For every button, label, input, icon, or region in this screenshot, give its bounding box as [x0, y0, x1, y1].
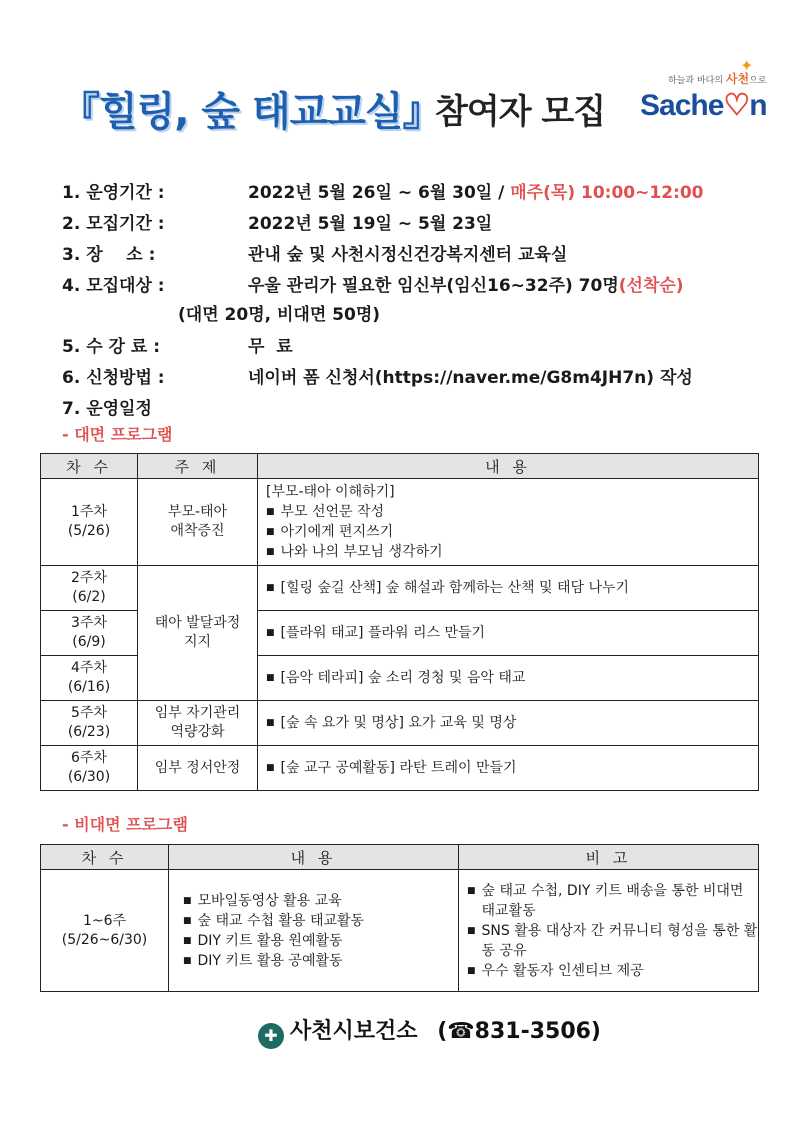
list-item: ■ 모바일동영상 활용 교육	[183, 892, 342, 909]
table-header-row	[41, 845, 759, 870]
health-center-icon: ✚	[258, 1023, 284, 1049]
session-cell: 4주차 (6/16)	[41, 656, 138, 701]
list-item: ■ 우수 활동자 인센티브 제공	[467, 962, 644, 979]
list-item: ■ DIY 키트 활용 원예활동	[183, 932, 343, 949]
footer-contact	[258, 1014, 601, 1049]
table-row	[41, 870, 759, 992]
logo-wordmark: Sache♡n	[640, 89, 767, 122]
list-item: ■ 아기에게 편지쓰기	[266, 524, 394, 540]
list-item: ■ 숲 태교 수첩, DIY 키트 배송을 통한 비대면 태교활동	[467, 882, 744, 919]
session-cell: 1주차 (5/26)	[41, 479, 138, 566]
content-cell: ■ [힐링 숲길 산책] 숲 해설과 함께하는 산책 및 태담 나누기	[258, 566, 759, 611]
page-title: 『힐링, 숲 태교교실』	[60, 89, 442, 135]
list-item: ■ DIY 키트 활용 공예활동	[183, 952, 343, 969]
offline-program-table	[40, 453, 759, 791]
info-target: 4. 모집대상 : 우울 관리가 필요한 임신부(임신16~32주) 70명(선착순)	[62, 276, 684, 296]
col-header-content: 내 용	[169, 845, 459, 870]
topic-cell: 태아 발달과정 지지	[138, 566, 258, 701]
topic-cell: 임부 정서안정	[138, 746, 258, 791]
page-subtitle: 참여자 모집	[435, 92, 606, 132]
session-cell: 5주차 (6/23)	[41, 701, 138, 746]
info-apply: 6. 신청방법 : 네이버 폼 신청서(https://naver.me/G8m4JH7n) 작성	[62, 368, 693, 388]
content-cell: ■ [플라워 태교] 플라워 리스 만들기	[258, 611, 759, 656]
info-target-detail: (대면 20명, 비대면 50명)	[178, 305, 381, 325]
info-fee: 5. 수 강 료 : 무 료	[62, 337, 293, 357]
table-header-row	[41, 454, 759, 479]
table-row	[41, 479, 759, 566]
content-cell: ■ [숲 교구 공예활동] 라탄 트레이 만들기	[258, 746, 759, 791]
session-cell: 6주차 (6/30)	[41, 746, 138, 791]
content-cell: [부모-태아 이해하기] ■ 부모 선언문 작성 ■ 아기에게 편지쓰기 ■ 나와 나의 부모님 생각하기	[258, 479, 759, 566]
offline-section-title: - 대면 프로그램	[62, 425, 173, 444]
info-place: 3. 장 소 : 관내 숲 및 사천시정신건강복지센터 교육실	[62, 245, 568, 265]
info-schedule: 7. 운영일정	[62, 399, 152, 419]
content-cell: ■ [숲 속 요가 및 명상] 요가 교육 및 명상	[258, 701, 759, 746]
topic-cell: 부모-태아 애착증진	[138, 479, 258, 566]
list-item: ■ SNS 활용 대상자 간 커뮤니티 형성을 통한 활동 공유	[467, 922, 758, 959]
info-period: 1. 운영기간 : 2022년 5월 26일 ~ 6월 30일 / 매주(목) 10:00~12:00	[62, 183, 704, 203]
page-title-block	[60, 70, 640, 142]
table-row	[41, 701, 759, 746]
info-recruit: 2. 모집기간 : 2022년 5월 19일 ~ 5월 23일	[62, 214, 493, 234]
list-item: ■ 나와 나의 부모님 생각하기	[266, 544, 443, 560]
list-item: ■ 부모 선언문 작성	[266, 504, 385, 520]
table-row	[41, 566, 759, 611]
table-row	[41, 746, 759, 791]
content-cell: ■ [음악 테라피] 숲 소리 경청 및 음악 태교	[258, 656, 759, 701]
note-cell	[459, 870, 759, 992]
session-cell: 1~6주 (5/26~6/30)	[41, 870, 169, 992]
online-program-table	[40, 844, 759, 992]
session-cell: 2주차 (6/2)	[41, 566, 138, 611]
online-section-title: - 비대면 프로그램	[62, 815, 188, 834]
col-header-note: 비 고	[459, 845, 759, 870]
session-cell: 3주차 (6/9)	[41, 611, 138, 656]
topic-cell: 임부 자기관리 역량강화	[138, 701, 258, 746]
col-header-topic: 주 제	[138, 454, 258, 479]
sacheon-logo-icon: ✦ 하늘과 바다의 사천으로 Sache♡n	[640, 56, 767, 122]
list-item: ■ 숲 태교 수첩 활용 태교활동	[183, 912, 365, 929]
col-header-session: 차 수	[41, 845, 169, 870]
col-header-content: 내 용	[258, 454, 759, 479]
content-cell	[169, 870, 459, 992]
footer-org: 사천시보건소	[290, 1019, 418, 1044]
col-header-session: 차 수	[41, 454, 138, 479]
logo-slogan: 하늘과 바다의 사천으로	[668, 72, 767, 86]
footer-phone: (☎831-3506)	[437, 1019, 601, 1044]
